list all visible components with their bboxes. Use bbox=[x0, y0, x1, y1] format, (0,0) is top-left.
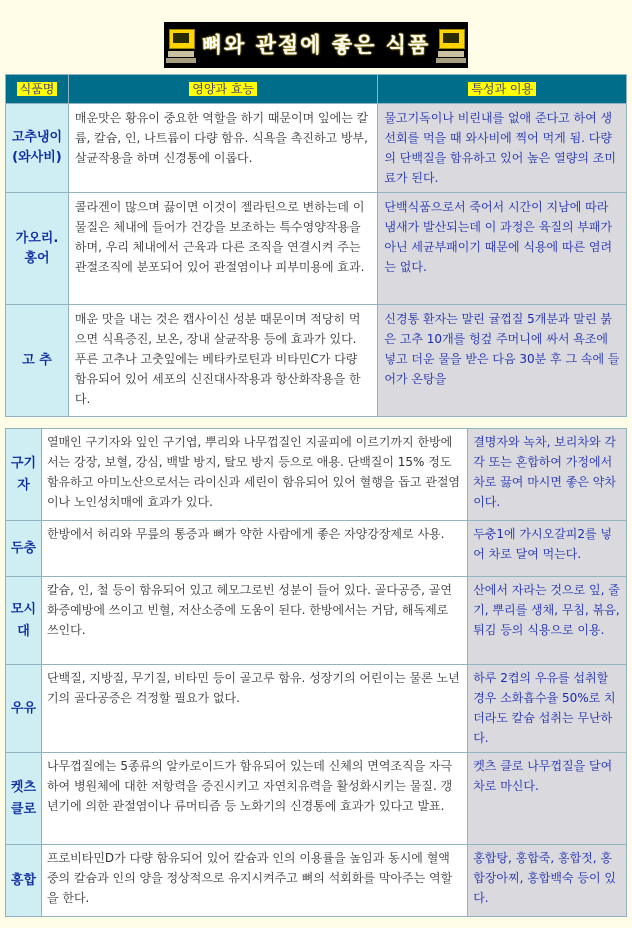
food-usage: 물고기독이나 비린내를 없애 준다고 하여 생선회를 먹을 때 와사비에 찍어 먹게 됨. 다량의 단백질을 함유하고 있어 높은 열량의 조미료가 된다. bbox=[378, 104, 627, 193]
food-effect: 나무껍질에는 5종류의 알카로이드가 함유되어 있는데 신체의 면역조직을 자극하여 병원체에 대한 저항력을 증진시키고 자연치유력을 활성화시키는 물질. 갱년기에 의한 관절염이나 류머티즘 등 노화기의 신경통에 효과가 있다고 발표. bbox=[41, 753, 467, 845]
food-effect: 칼슘, 인, 철 등이 함유되어 있고 헤모그로빈 성분이 들어 있다. 골다공증, 골연화증예방에 쓰이고 빈혈, 저산소증에 도움이 된다. 한방에서는 거담, 해독제로 쓰인다. bbox=[41, 577, 467, 665]
table-row bbox=[6, 305, 627, 417]
food-effect: 매운맛은 황유이 중요한 역할을 하기 때문이며 잎에는 칼륨, 칼슘, 인, 나트륨이 다량 함유. 식욕을 촉진하고 방부, 살균작용을 하며 신경통에 이롭다. bbox=[68, 104, 377, 193]
food-usage: 켓츠 클로 나무껍질을 달여 차로 마신다. bbox=[468, 753, 627, 845]
food-table-1 bbox=[5, 74, 627, 417]
food-name: 두충 bbox=[6, 521, 42, 577]
page-title: 뼈와 관절에 좋은 식품 bbox=[196, 22, 437, 68]
food-effect: 단백질, 지방질, 무기질, 비타민 등이 골고루 함유. 성장기의 어린이는 물론 노년기의 골다공증은 걱정할 필요가 없다. bbox=[41, 665, 467, 753]
food-usage: 두충1에 가시오갈피2를 넣어 차로 달여 먹는다. bbox=[468, 521, 627, 577]
food-effect: 열매인 구기자와 잎인 구기엽, 뿌리와 나무껍질인 지골피에 이르기까지 한방에서는 강장, 보혈, 강심, 백발 방지, 탈모 방지 등으로 애용. 단백질이 15% 정도 함유하고 아미노산으로서는 라이신과 세린이 함유되어 있어 혈행을 돕고 관절염이나 노인성치매에 효과가 있다. bbox=[41, 429, 467, 521]
food-usage: 단백식품으로서 죽어서 시간이 지남에 따라 냄새가 발산되는데 이 과정은 육질의 부패가 아닌 세균부패이기 때문에 식용에 따른 염려는 없다. bbox=[378, 193, 627, 305]
computer-icon bbox=[166, 25, 196, 65]
food-name: 고추냉이(와사비) bbox=[6, 104, 69, 193]
food-name: 켓츠클로 bbox=[6, 753, 42, 845]
food-name: 홍합 bbox=[6, 845, 42, 917]
food-usage: 결명자와 녹차, 보리차와 각각 또는 혼합하여 가정에서 차로 끓여 마시면 좋은 약차이다. bbox=[468, 429, 627, 521]
header-nutrition: 영양과 효능 bbox=[68, 75, 377, 104]
food-usage: 하루 2켭의 우유를 섭취할 경우 소화흡수율 50%로 치더라도 칼슘 섭취는 무난하다. bbox=[468, 665, 627, 753]
food-usage: 신경통 환자는 말린 귤껍질 5개분과 말린 붉은 고추 10개를 헝겊 주머니에 싸서 욕조에 넣고 더운 물을 받은 다음 30분 후 그 속에 들어가 온탕을 bbox=[378, 305, 627, 417]
header-food-name: 식품명 bbox=[6, 75, 69, 104]
header-usage: 특성과 이용 bbox=[378, 75, 627, 104]
food-name: 모시대 bbox=[6, 577, 42, 665]
table-row bbox=[6, 521, 627, 577]
food-effect: 매운 맛을 내는 것은 캡사이신 성분 때문이며 적당히 먹으면 식욕증진, 보온, 장내 살균작용 등에 효과가 있다. 푸른 고추나 고춧잎에는 베타카로틴과 비타민C가 다량 함유되어 있어 세포의 신진대사작용과 항산화작용을 한다. bbox=[68, 305, 377, 417]
table-row bbox=[6, 193, 627, 305]
food-name: 고 추 bbox=[6, 305, 69, 417]
table-row bbox=[6, 665, 627, 753]
table-row bbox=[6, 753, 627, 845]
food-name: 우유 bbox=[6, 665, 42, 753]
table-row bbox=[6, 845, 627, 917]
food-effect: 프로비타민D가 다량 함유되어 있어 칼슘과 인의 이용률을 높임과 동시에 혈액 중의 칼슘과 인의 양을 정상적으로 유지시켜주고 뼈의 석회화를 막아주는 역할을 한다. bbox=[41, 845, 467, 917]
food-name: 구기자 bbox=[6, 429, 42, 521]
food-effect: 콜라겐이 많으며 끓이면 이것이 젤라틴으로 변하는데 이 물질은 체내에 들어가 건강을 보조하는 특수영양작용을 하며, 우리 체내에서 근육과 다른 조직을 연결시켜 주는 관절조직에 분포되어 있어 관절염이나 피부미용에 효과. bbox=[68, 193, 377, 305]
food-name: 가오리. 홍어 bbox=[6, 193, 69, 305]
title-box bbox=[164, 22, 469, 68]
computer-icon bbox=[436, 25, 466, 65]
table-row bbox=[6, 429, 627, 521]
food-table-2 bbox=[5, 428, 627, 917]
table-row bbox=[6, 104, 627, 193]
food-effect: 한방에서 허리와 무릎의 통증과 뼈가 약한 사람에게 좋은 자양강장제로 사용. bbox=[41, 521, 467, 577]
title-banner bbox=[0, 20, 632, 72]
table-header-row bbox=[6, 75, 627, 104]
food-usage: 홍합탕, 홍합죽, 홍합젓, 홍합장아찌, 홍합백숙 등이 있다. bbox=[468, 845, 627, 917]
food-usage: 산에서 자라는 것으로 잎, 줄기, 뿌리를 생채, 무침, 볶음, 튀김 등의 식용으로 이용. bbox=[468, 577, 627, 665]
table-row bbox=[6, 577, 627, 665]
